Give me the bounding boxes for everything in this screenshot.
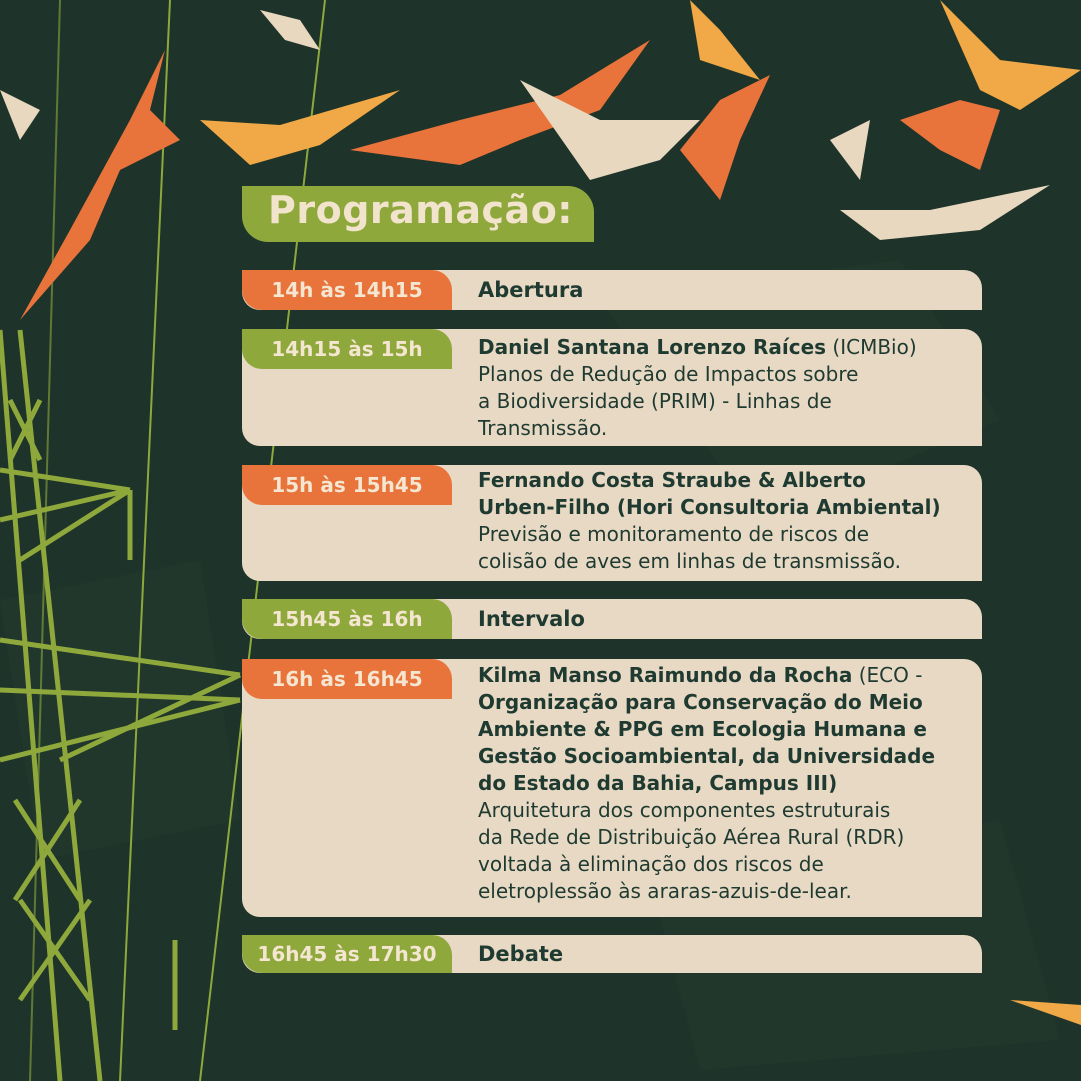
speaker-name: Fernando Costa Straube & Alberto <box>478 468 866 492</box>
description-line: Planos de Redução de Impactos sobre <box>478 362 859 386</box>
time-badge: 16h às 16h45 <box>242 659 452 699</box>
session-details <box>478 662 968 905</box>
time-badge: 14h15 às 15h <box>242 329 452 369</box>
speaker-name: Daniel Santana Lorenzo Raíces <box>478 335 827 359</box>
time-badge: 15h às 15h45 <box>242 465 452 505</box>
session-details <box>478 467 968 575</box>
description-line: colisão de aves em linhas de transmissão. <box>478 549 901 573</box>
session-title: Debate <box>478 942 564 966</box>
speaker-affiliation: do Estado da Bahia, Campus III) <box>478 771 838 795</box>
speaker-affiliation: (ICMBio) <box>832 335 917 359</box>
description-line: a Biodiversidade (PRIM) - Linhas de <box>478 389 832 413</box>
speaker-name: Urben-Filho (Hori Consultoria Ambiental) <box>478 495 941 519</box>
description-line: Transmissão. <box>478 416 608 440</box>
speaker-affiliation: Ambiente & PPG em Ecologia Humana e <box>478 717 927 741</box>
session-details <box>478 334 968 442</box>
description-line: eletroplessão às araras-azuis-de-lear. <box>478 879 852 903</box>
session-title: Abertura <box>478 278 584 302</box>
time-badge: 14h às 14h15 <box>242 270 452 310</box>
session-title: Intervalo <box>478 607 585 631</box>
speaker-affiliation: Gestão Socioambiental, da Universidade <box>478 744 936 768</box>
speaker-affiliation: Organização para Conservação do Meio <box>478 690 923 714</box>
description-line: da Rede de Distribuição Aérea Rural (RDR) <box>478 825 905 849</box>
speaker-name: Kilma Manso Raimundo da Rocha <box>478 663 853 687</box>
page-title: Programação: <box>268 188 573 232</box>
description-line: Arquitetura dos componentes estruturais <box>478 798 891 822</box>
time-badge: 16h45 às 17h30 <box>242 935 452 973</box>
time-badge: 15h45 às 16h <box>242 599 452 639</box>
description-line: voltada à eliminação dos riscos de <box>478 852 824 876</box>
speaker-affiliation: (ECO - <box>858 663 923 687</box>
description-line: Previsão e monitoramento de riscos de <box>478 522 870 546</box>
